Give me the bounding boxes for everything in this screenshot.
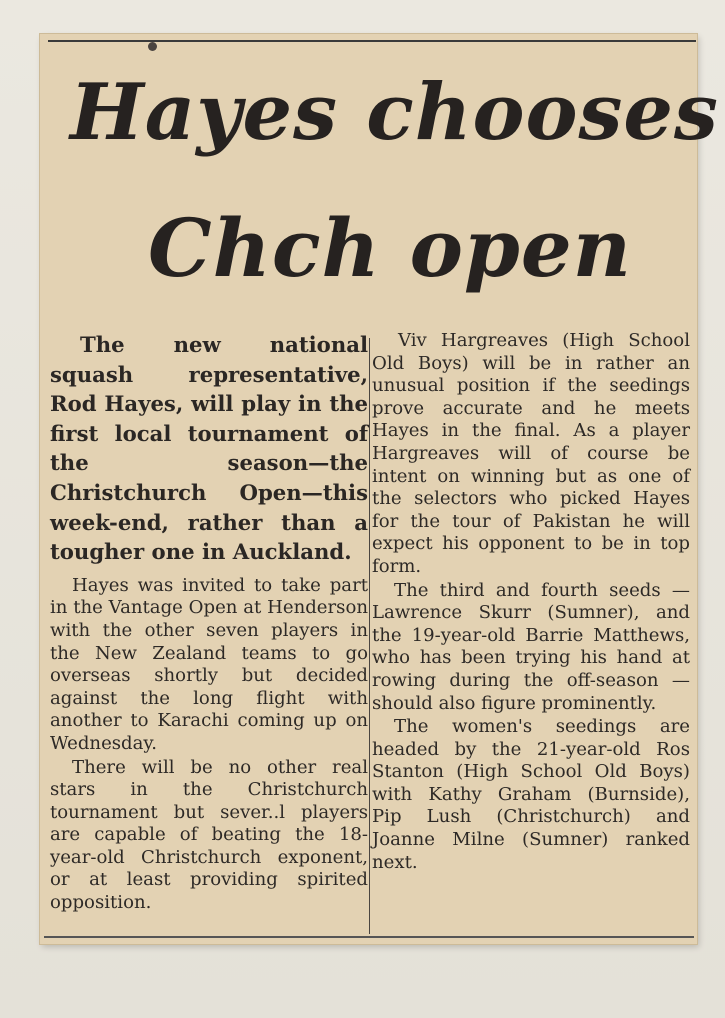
body-paragraph: Viv Hargreaves (High School Old Boys) will be in rather an unusual position if the seedings prove accurate and he meets Hayes in the final. As a player Hargreaves will of course be intent on winning but as one of the selectors who picked Hayes for the tour of Pakistan he will expect his opponent to be in top form. <box>372 330 690 577</box>
headline-line-2: Chch open <box>148 201 632 295</box>
body-paragraph: There will be no other real stars in the Christchurch tournament but sever..l players are capable of beating the 18-year-old Christchurch exponent, or at least providing spirited opposition. <box>50 756 368 914</box>
headline-line-1: Hayes chooses <box>70 67 719 158</box>
ink-speck <box>148 42 157 51</box>
top-rule <box>48 40 696 42</box>
column-divider <box>369 338 370 934</box>
right-column <box>372 330 690 874</box>
bottom-rule <box>44 936 694 938</box>
body-paragraph: The women's seedings are headed by the 21-year-old Ros Stanton (High School Old Boys) with Kathy Graham (Burnside), Pip Lush (Christchurch) and Joanne Milne (Sumner) ranked next. <box>372 716 690 873</box>
lead-paragraph: The new national squash representative, Rod Hayes, will play in the first local tournament of the season—the Christchurch Open—this week-end, rather than a tougher one in Auckland. <box>50 332 368 565</box>
left-column <box>50 330 368 915</box>
body-paragraph: The third and fourth seeds —Lawrence Skurr (Sumner), and the 19-year-old Barrie Matthews, who has been trying his hand at rowing during the off-season — should also figure prominently. <box>372 579 690 714</box>
body-paragraph: Hayes was invited to take part in the Vantage Open at Henderson with the other seven players in the New Zealand teams to go overseas shortly but decided against the long flight with another to Karachi coming up on Wednesday. <box>50 574 368 754</box>
